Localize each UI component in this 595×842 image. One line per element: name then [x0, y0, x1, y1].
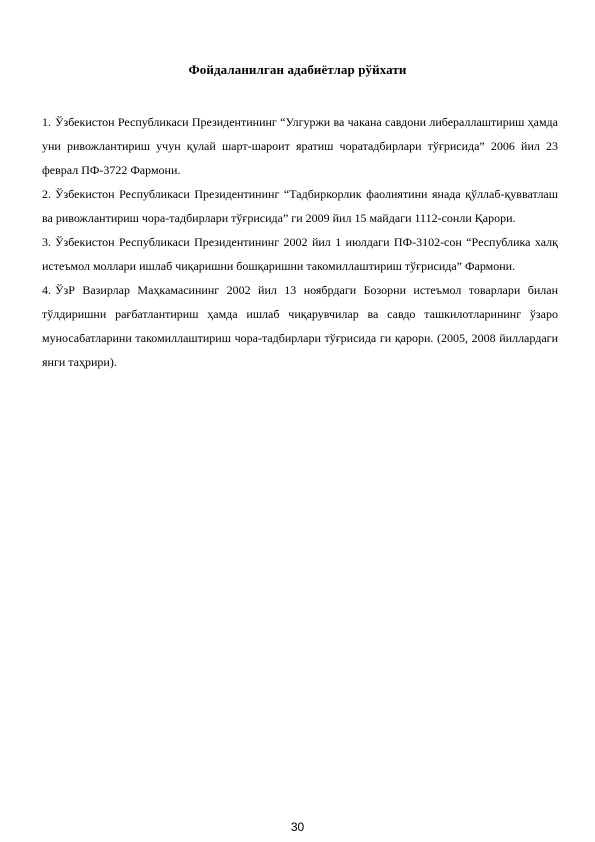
- reference-number: 4.: [42, 283, 51, 297]
- reference-item: [42, 278, 558, 374]
- reference-number: 2.: [42, 187, 51, 201]
- reference-list: [42, 110, 558, 374]
- page-title: Фойдаланилган адабиётлар рўйхати: [188, 62, 407, 77]
- reference-text: Ўзбекистон Республикаси Президентининг “Тадбиркорлик фаолиятини янада қўллаб-қувватлаш ва ривожлантириш чора-тадбирлари тўғрисида” ги 2009 йил 15 майдаги 1112-сонли Қарори.: [42, 187, 558, 225]
- reference-text: ЎзР Вазирлар Маҳкамасининг 2002 йил 13 ноябрдаги Бозорни истеъмол товарлари билан тўлдиришни рағбатлантириш ҳамда ишлаб чиқарувчилар ва савдо ташкилотларининг ўзаро муносабатларини такомиллаштириш чора-тадбирлари тўғрисида ги қарори. (2005, 2008 йиллардаги янги таҳрири).: [42, 283, 558, 369]
- reference-number: 1.: [42, 115, 51, 129]
- reference-text: Ўзбекистон Республикаси Президентининг “Улгуржи ва чакана савдони либераллаштириш ҳамда уни ривожлантириш учун қулай шарт-шароит яратиш чоратадбирлари тўғрисида” 2006 йил 23 феврал ПФ-3722 Фармони.: [42, 115, 558, 177]
- page-number: 30: [290, 820, 305, 834]
- reference-number: 3.: [42, 235, 51, 249]
- reference-item: [42, 110, 558, 182]
- reference-text: Ўзбекистон Республикаси Президентининг 2002 йил 1 июлдаги ПФ-3102-сон “Республика халқ истеъмол моллари ишлаб чиқаришни бошқаришни такомиллаштириш тўғрисида” Фармони.: [42, 235, 558, 273]
- reference-item: [42, 182, 558, 230]
- reference-item: [42, 230, 558, 278]
